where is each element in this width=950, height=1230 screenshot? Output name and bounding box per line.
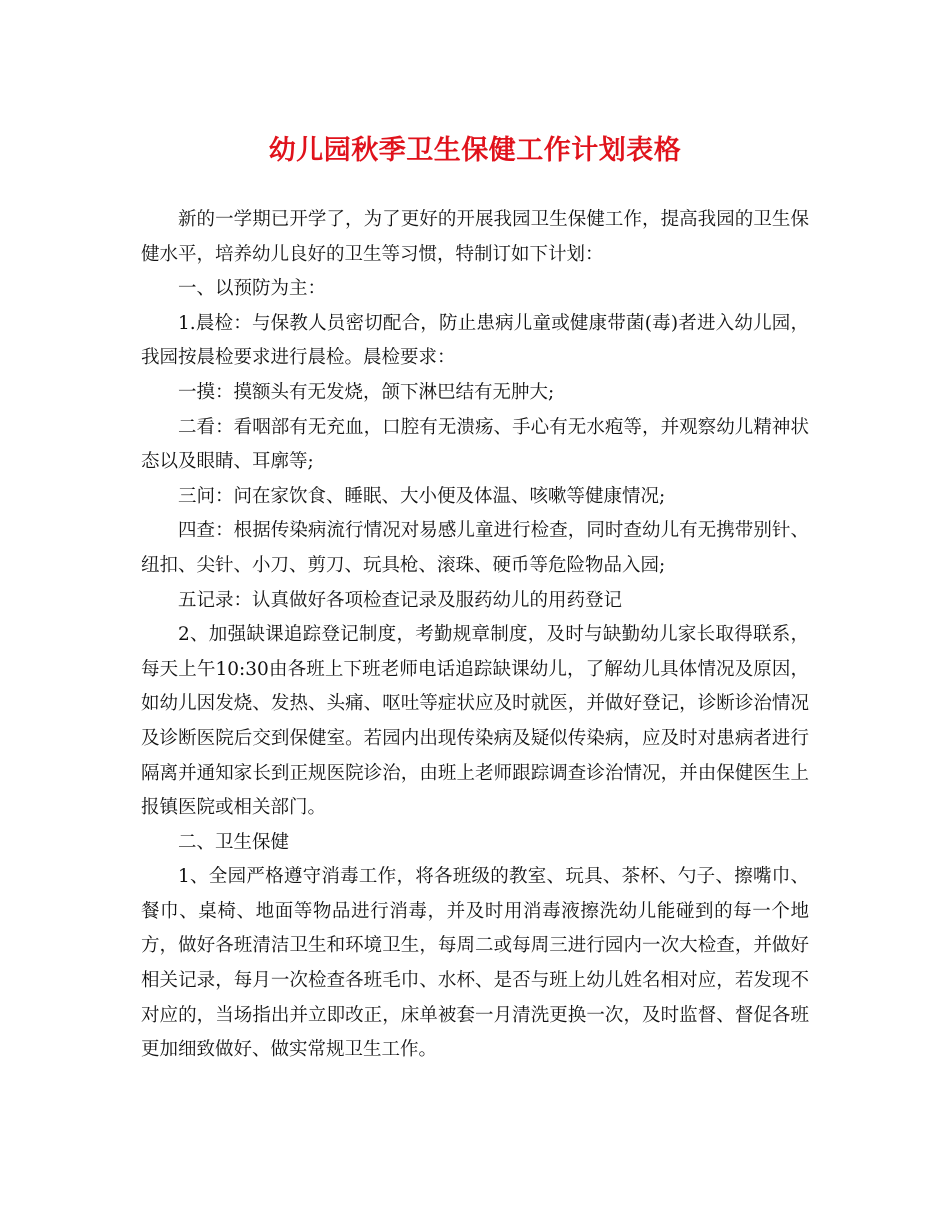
paragraph-disinfection: 1、全园严格遵守消毒工作，将各班级的教室、玩具、茶杯、勺子、擦嘴巾、餐巾、桌椅、地面等物品进行消毒，并及时用消毒液擦洗幼儿能碰到的每一个地方，做好各班清洁卫生和环境卫生，每周二或每周三进行园内一次大检查，并做好相关记录，每月一次检查各班毛巾、水杯、是否与班上幼儿姓名相对应，若发现不对应的，当场指出并立即改正，床单被套一月清洗更换一次，及时监督、督促各班更加细致做好、做实常规卫生工作。 xyxy=(141,866,809,1061)
paragraph-record: 五记录：认真做好各项检查记录及服药幼儿的用药登记 xyxy=(178,589,623,611)
paragraph-intro: 新的一学期已开学了，为了更好的开展我园卫生保健工作，提高我园的卫生保健水平，培养幼儿良好的卫生等习惯，特制订如下计划： xyxy=(141,209,809,265)
paragraph-look: 二看：看咽部有无充血，口腔有无溃疡、手心有无水疱等，并观察幼儿精神状态以及眼睛、耳廓等; xyxy=(141,416,809,473)
document-title: 幼儿园秋季卫生保健工作计划表格 xyxy=(268,135,682,166)
section-heading-hygiene: 二、卫生保健 xyxy=(178,831,290,853)
paragraph-morning-check: 1.晨检：与保教人员密切配合，防止患病儿童或健康带菌(毒)者进入幼儿园，我园按晨检要求进行晨检。晨检要求： xyxy=(141,312,809,369)
paragraph-ask: 三问：问在家饮食、睡眠、大小便及体温、咳嗽等健康情况; xyxy=(178,485,666,507)
paragraph-inspect: 四查：根据传染病流行情况对易感儿童进行检查，同时查幼儿有无携带别针、纽扣、尖针、小刀、剪刀、玩具枪、滚珠、硬币等危险物品入园; xyxy=(141,520,809,576)
paragraph-touch: 一摸：摸额头有无发烧，颌下淋巴结有无肿大; xyxy=(178,381,555,403)
paragraph-absence-tracking: 2、加强缺课追踪登记制度，考勤规章制度，及时与缺勤幼儿家长取得联系，每天上午10:30由各班上下班老师电话追踪缺课幼儿，了解幼儿具体情况及原因，如幼儿因发烧、发热、头痛、呕吐等症状应及时就医，并做好登记，诊断诊治情况及诊断医院后交到保健室。若园内出现传染病及疑似传染病，应及时对患病者进行隔离并通知家长到正规医院诊治，由班上老师跟踪调查诊治情况，并由保健医生上报镇医院或相关部门。 xyxy=(141,624,809,819)
document-body xyxy=(141,203,809,1068)
section-heading-prevention: 一、以预防为主： xyxy=(178,278,327,300)
